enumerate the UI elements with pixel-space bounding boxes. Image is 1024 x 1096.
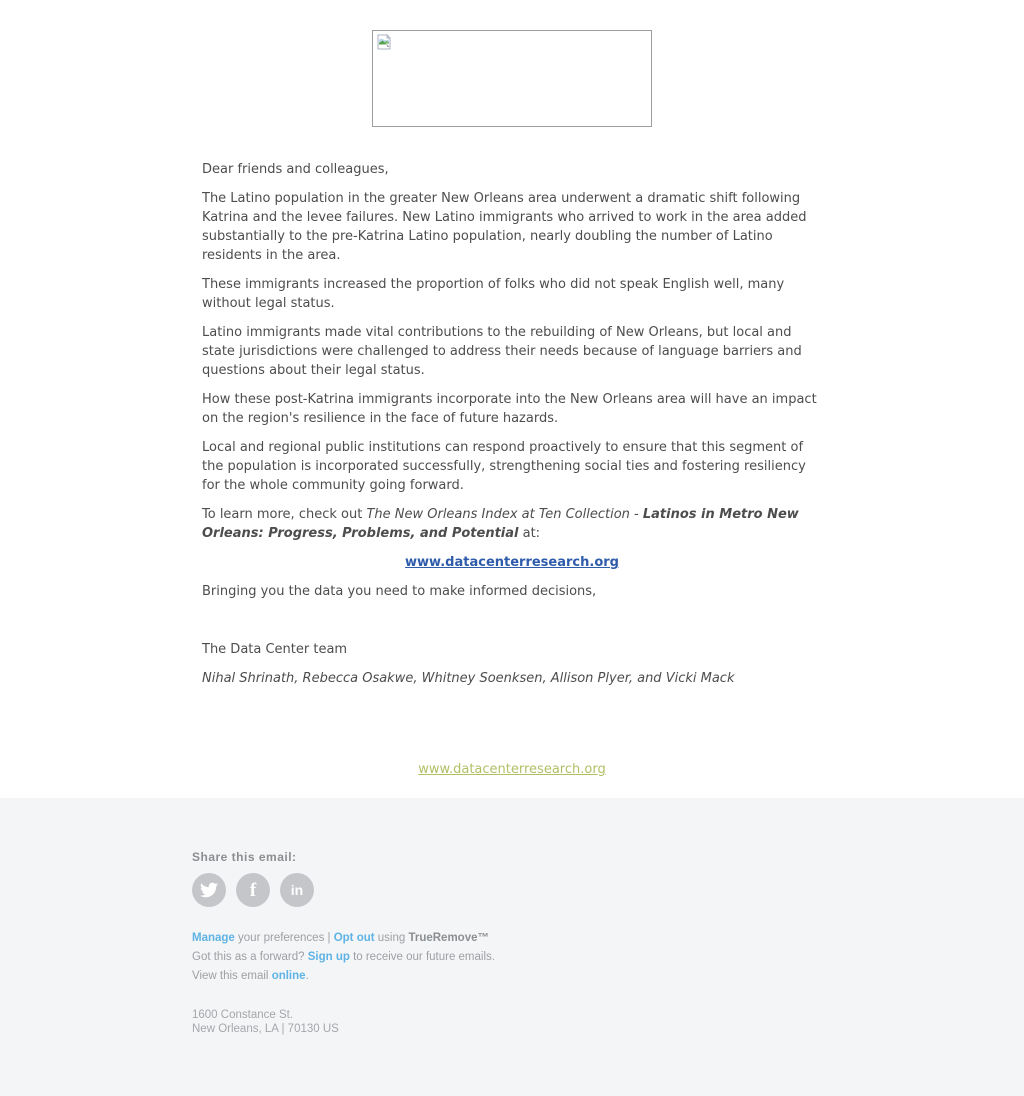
datacenter-link[interactable]: www.datacenterresearch.org — [405, 555, 619, 570]
linkedin-icon: in — [290, 882, 304, 898]
paragraph-contributions: Latino immigrants made vital contributions to the rebuilding of New Orleans, but local and state jurisdictions were challenged to address their needs because of language barriers and questions about their legal status. — [202, 325, 802, 378]
paragraph-institutions: Local and regional public institutions can respond proactively to ensure that this segment of the population is incorporated successfully, strengthening social ties and fostering resiliency for the whole community going forward. — [202, 440, 806, 493]
view-prefix-text: View this email — [192, 970, 272, 982]
paragraph-immigrants-english: These immigrants increased the proportion of folks who did not speak English well, many without legal status. — [202, 277, 785, 311]
bottom-link-line — [202, 760, 822, 779]
greeting-text: Dear friends and colleagues, — [202, 162, 389, 177]
main-link-line — [202, 553, 822, 572]
paragraph-incorporate: How these post-Katrina immigrants incorporate into the New Orleans area will have an impact on the region's resilience in the face of future hazards. — [202, 392, 817, 426]
facebook-share-button[interactable] — [236, 873, 270, 907]
social-icons-row — [192, 873, 1024, 907]
manage-link[interactable]: Manage — [192, 932, 235, 944]
learn-more-prefix: To learn more, check out — [202, 507, 367, 522]
address-street: 1600 Constance St. — [192, 1009, 294, 1021]
email-footer — [0, 798, 1024, 1096]
closing-text: Bringing you the data you need to make informed decisions, — [202, 584, 597, 599]
report-title: Latinos in Metro New Orleans: Progress, Problems, and Potential — [202, 507, 799, 541]
trueremove-label: TrueRemove™ — [408, 932, 489, 944]
sender-address — [192, 1008, 1024, 1036]
learn-more-paragraph — [202, 505, 822, 543]
view-online-link[interactable]: online — [271, 970, 306, 982]
share-label: Share this email: — [192, 850, 297, 864]
view-suffix-text: . — [305, 970, 309, 982]
datacenter-bottom-link[interactable]: www.datacenterresearch.org — [418, 762, 606, 777]
forward-prefix-text: Got this as a forward? — [192, 951, 308, 963]
using-text: using — [374, 932, 409, 944]
forward-suffix-text: to receive our future emails. — [349, 951, 495, 963]
view-online-line — [192, 967, 1024, 986]
header-image-placeholder — [372, 30, 652, 127]
manage-preferences-line — [192, 929, 1024, 948]
facebook-icon: f — [249, 879, 257, 901]
linkedin-share-button[interactable] — [280, 873, 314, 907]
opt-out-link[interactable]: Opt out — [333, 932, 375, 944]
address-city: New Orleans, LA | 70130 US — [192, 1023, 339, 1035]
manage-mid-text: your preferences | — [234, 932, 334, 944]
sign-up-link[interactable]: Sign up — [307, 951, 350, 963]
forward-line — [192, 948, 1024, 967]
twitter-share-button[interactable] — [192, 873, 226, 907]
learn-more-suffix: at: — [518, 526, 541, 541]
learn-more-separator: - — [629, 507, 643, 522]
twitter-icon — [200, 881, 218, 899]
team-members: Nihal Shrinath, Rebecca Osakwe, Whitney Soenksen, Allison Plyer, and Vicki Mack — [202, 671, 735, 686]
collection-title: The New Orleans Index at Ten Collection — [366, 507, 630, 522]
email-body — [202, 0, 822, 779]
broken-image-icon — [376, 34, 393, 51]
team-signature: The Data Center team — [202, 642, 348, 657]
paragraph-latino-population: The Latino population in the greater New Orleans area underwent a dramatic shift following Katrina and the levee failures. New Latino immigrants who arrived to work in the area added substantially to the pre-Katrina Latino population, nearly doubling the number of Latino residents in the area. — [202, 191, 807, 263]
